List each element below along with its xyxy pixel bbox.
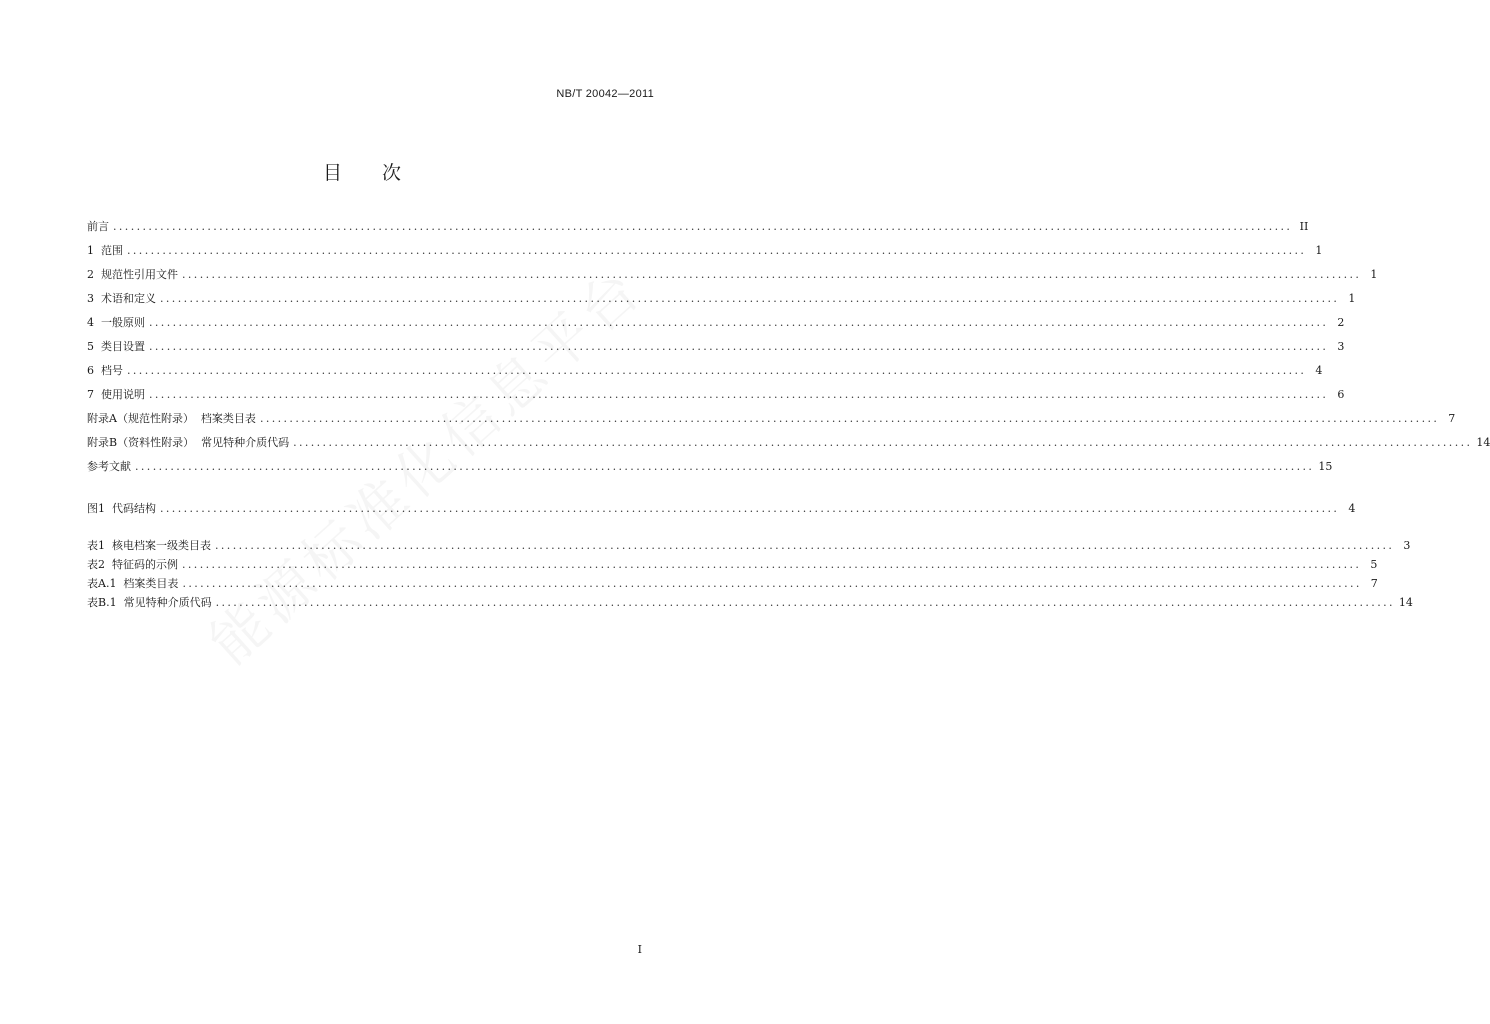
- toc-leader: ........................................................................................................................................................................................................: [149, 340, 1329, 353]
- toc-entry-label: 3 术语和定义: [87, 292, 156, 305]
- toc-leader: ........................................................................................................................................................................................................: [160, 502, 1340, 515]
- toc-entry-label: 表1 核电档案一级类目表: [87, 539, 211, 552]
- toc-leader: ........................................................................................................................................................................................................: [127, 364, 1307, 377]
- toc-entry-page: II: [1299, 220, 1309, 233]
- toc-entry-page: 6: [1337, 388, 1345, 401]
- toc-entry[interactable]: [87, 266, 1378, 282]
- toc-entry-page: 3: [1403, 539, 1411, 552]
- toc-table-entry[interactable]: [87, 575, 1378, 591]
- toc-leader: ........................................................................................................................................................................................................: [182, 577, 1362, 590]
- toc-entry[interactable]: [87, 434, 1490, 450]
- toc-entry[interactable]: [87, 410, 1456, 426]
- toc-entry-page: 15: [1318, 460, 1333, 473]
- toc-leader: ........................................................................................................................................................................................................: [135, 460, 1315, 473]
- toc-entry[interactable]: [87, 218, 1309, 234]
- toc-entry-label: 4 一般原则: [87, 316, 145, 329]
- toc-leader: ........................................................................................................................................................................................................: [127, 244, 1307, 257]
- toc-entry-label: 附录A（规范性附录） 档案类目表: [87, 412, 256, 425]
- toc-entry-page: 14: [1476, 436, 1490, 449]
- toc-entry-label: 6 档号: [87, 364, 123, 377]
- toc-entry-label: 1 范围: [87, 244, 123, 257]
- toc-leader: ........................................................................................................................................................................................................: [215, 539, 1395, 552]
- toc-leader: ........................................................................................................................................................................................................: [149, 316, 1329, 329]
- toc-entry-label: 图1 代码结构: [87, 502, 156, 515]
- toc-entry-page: 1: [1348, 292, 1356, 305]
- toc-entry-page: 4: [1348, 502, 1356, 515]
- toc-entry[interactable]: [87, 242, 1323, 258]
- toc-entry-page: 4: [1315, 364, 1323, 377]
- page-number: I: [637, 943, 642, 956]
- toc-entry-page: 2: [1337, 316, 1345, 329]
- toc-entry-page: 1: [1370, 268, 1378, 281]
- toc-leader: ........................................................................................................................................................................................................: [149, 388, 1329, 401]
- toc-entry-label: 前言: [87, 220, 109, 233]
- toc-table-entry[interactable]: [87, 594, 1413, 610]
- toc-entry-page: 7: [1448, 412, 1456, 425]
- toc-leader: ........................................................................................................................................................................................................: [182, 268, 1362, 281]
- toc-entry-label: 7 使用说明: [87, 388, 145, 401]
- toc-entry-page: 14: [1398, 596, 1413, 609]
- toc-entry-label: 参考文献: [87, 460, 131, 473]
- standard-code: NB/T 20042—2011: [556, 88, 654, 100]
- toc-entry-label: 附录B（资料性附录） 常见特种介质代码: [87, 436, 290, 449]
- toc-entry-label: 表2 特征码的示例: [87, 558, 178, 571]
- toc-entry-label: 表A.1 档案类目表: [87, 577, 179, 590]
- toc-leader: ........................................................................................................................................................................................................: [293, 436, 1473, 449]
- toc-entry-page: 5: [1370, 558, 1378, 571]
- toc-entry-page: 7: [1370, 577, 1378, 590]
- toc-entry-label: 5 类目设置: [87, 340, 145, 353]
- toc-leader: ........................................................................................................................................................................................................: [215, 596, 1395, 609]
- toc-leader: ........................................................................................................................................................................................................: [160, 292, 1340, 305]
- toc-leader: ........................................................................................................................................................................................................: [259, 412, 1440, 425]
- page-title: 目次: [322, 162, 441, 184]
- toc-entry-page: 3: [1337, 340, 1345, 353]
- toc-entry-label: 表B.1 常见特种介质代码: [87, 596, 212, 609]
- toc-entry-label: 2 规范性引用文件: [87, 268, 178, 281]
- toc-entry-page: 1: [1315, 244, 1323, 257]
- toc-leader: ........................................................................................................................................................................................................: [182, 558, 1362, 571]
- toc-leader: ........................................................................................................................................................................................................: [113, 220, 1293, 233]
